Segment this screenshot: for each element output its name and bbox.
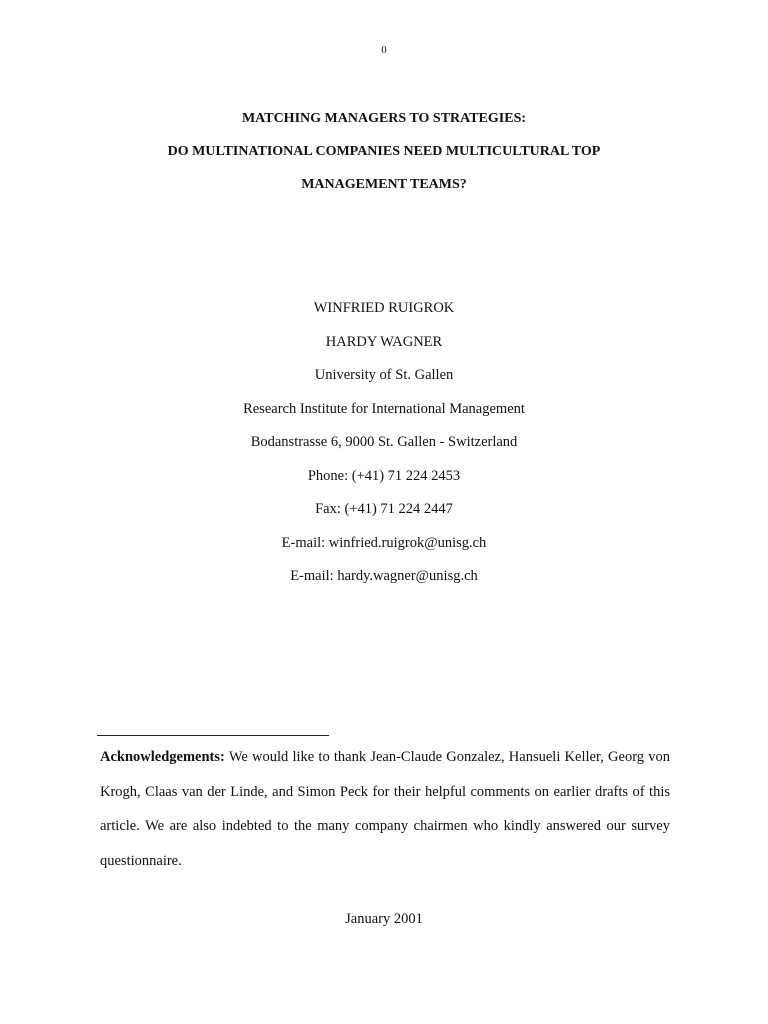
affiliation-address: Bodanstrasse 6, 9000 St. Gallen - Switzerland xyxy=(250,434,518,450)
page-number: 0 xyxy=(381,44,387,56)
author-block xyxy=(0,292,768,594)
author-name-1: WINFRIED RUIGROK xyxy=(313,300,455,316)
title-line-2: DO MULTINATIONAL COMPANIES NEED MULTICULTURAL TOP xyxy=(167,144,601,159)
contact-email-1: E-mail: winfried.ruigrok@unisg.ch xyxy=(281,534,487,551)
acknowledgements-label: Acknowledgements: xyxy=(100,749,225,765)
contact-phone: Phone: (+41) 71 224 2453 xyxy=(307,467,461,484)
acknowledgements-paragraph xyxy=(100,740,670,878)
title-line-3: MANAGEMENT TEAMS? xyxy=(301,177,467,192)
author-name-2: HARDY WAGNER xyxy=(325,333,443,350)
footnote-divider xyxy=(97,735,329,736)
contact-fax: Fax: (+41) 71 224 2447 xyxy=(315,501,453,517)
title-line-1: MATCHING MANAGERS TO STRATEGIES: xyxy=(241,111,527,126)
contact-email-2: E-mail: hardy.wagner@unisg.ch xyxy=(290,568,478,584)
paper-title xyxy=(0,102,768,201)
publication-date: January 2001 xyxy=(345,911,423,927)
acknowledgements-text: We would like to thank Jean-Claude Gonzalez, Hansueli Keller, Georg von Krogh, Claas van der Linde, and Simon Peck for their helpful comments on earlier drafts of this article. We are also indebted to the many company chairmen who kindly answered our survey questionnaire. xyxy=(100,749,670,869)
affiliation-institute: Research Institute for International Management xyxy=(243,400,525,417)
affiliation-university: University of St. Gallen xyxy=(314,367,454,383)
